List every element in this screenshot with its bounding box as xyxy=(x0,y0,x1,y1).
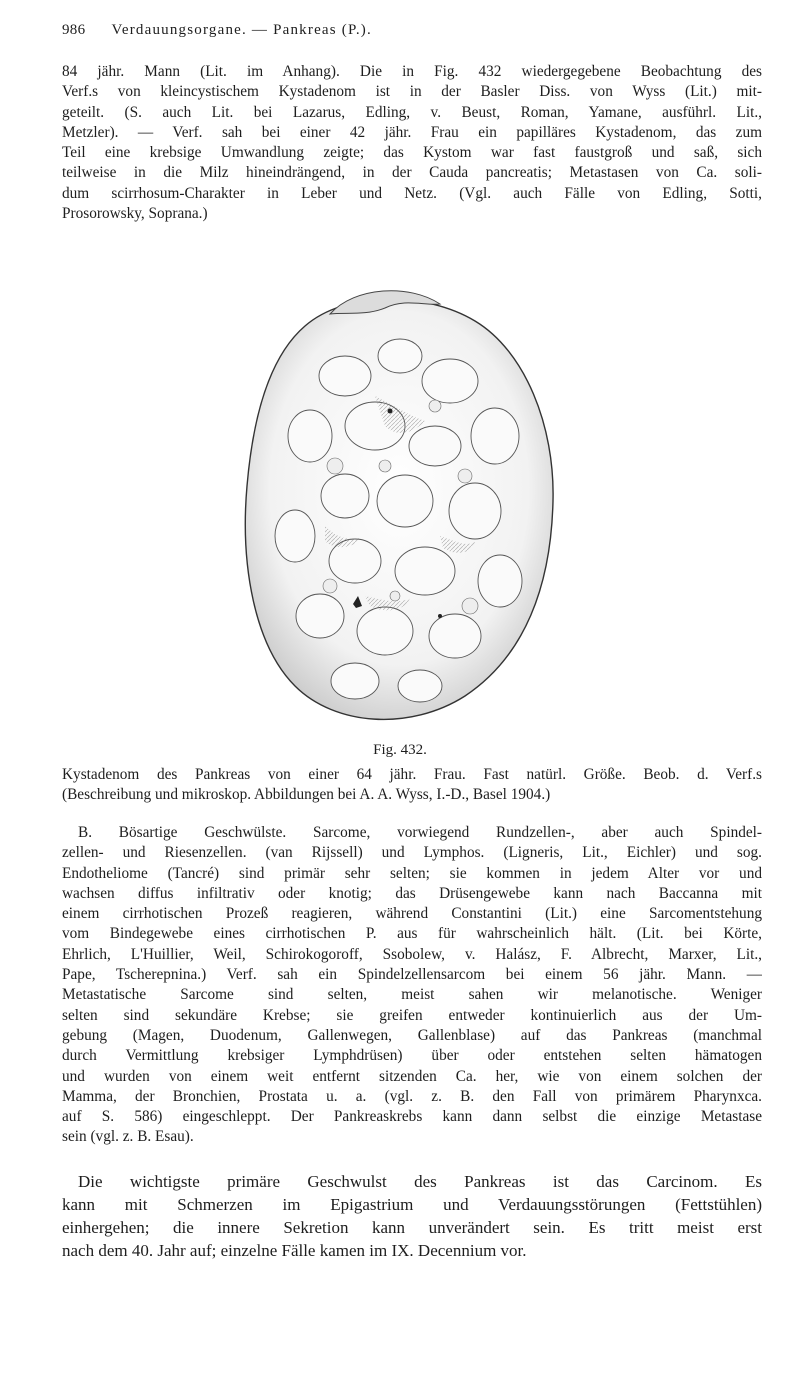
section-c-paragraph xyxy=(62,1170,762,1262)
text-line: Die wichtigste primäre Geschwulst des Pankreas ist das Carcinom. Es xyxy=(78,1172,762,1191)
figure-label: Fig. 432. xyxy=(373,742,427,758)
text-line: dum scirrhosum-Charakter in Leber und Netz. (Vgl. auch Fälle von Edling, Sotti, xyxy=(62,184,762,202)
text-line: gebung (Magen, Duodenum, Gallenwegen, Gallenblase) auf das Pankreas (manchmal xyxy=(62,1026,762,1044)
text-line: nach dem 40. Jahr auf; einzelne Fälle kamen im IX. Decennium vor. xyxy=(62,1241,527,1260)
page-number: 986 xyxy=(62,22,86,38)
figure-illustration xyxy=(235,286,565,736)
figure-caption xyxy=(62,765,762,806)
text-line: vom Bindegewebe eines cirrhotischen P. aus für wahrscheinlich hält. (Lit. bei Körte, xyxy=(62,925,762,943)
text-line: auf S. 586) eingeschleppt. Der Pankreaskrebs kann dann selbst die einzige Metastase xyxy=(62,1108,762,1126)
caption-line: (Beschreibung und mikroskop. Abbildungen bei A. A. Wyss, I.-D., Basel 1904.) xyxy=(62,786,551,804)
text-line: selten sind sekundäre Krebse; sie greifen entweder kontinuierlich aus der Um- xyxy=(62,1006,762,1024)
text-line: Metastatische Sarcome sind selten, meist sahen wir melanotische. Weniger xyxy=(62,986,762,1004)
text-line: Prosorowsky, Soprana.) xyxy=(62,205,208,223)
text-line: 84 jähr. Mann (Lit. im Anhang). Die in Fig. 432 wiedergegebene Beobachtung des xyxy=(62,63,762,80)
text-line: Endotheliome (Tancré) sind primär sehr selten; sie kommen in jedem Alter vor und xyxy=(62,864,762,882)
section-title: Verdauungsorgane. — Pankreas (P.). xyxy=(111,22,372,38)
text-line: Mamma, der Bronchien, Prostata u. a. (vgl. z. B. den Fall von primärem Pharynxca. xyxy=(62,1087,762,1105)
text-line: Ehrlich, L'Huillier, Weil, Schirokogoroff, Ssobolew, v. Halász, F. Albrecht, Marxer, Lit., xyxy=(62,945,762,963)
text-line: teilweise in die Milz hineindrängend, in der Cauda pancreatis; Metastasen von Ca. soli- xyxy=(62,164,762,182)
text-line: zellen- und Riesenzellen. (van Rijssell) und Lymphos. (Ligneris, Lit., Eichler) und sog. xyxy=(62,844,762,862)
text-line: Pape, Tscherepnina.) Verf. sah ein Spindelzellensarcom bei einem 56 jähr. Mann. — xyxy=(62,966,762,984)
text-line: B. Bösartige Geschwülste. Sarcome, vorwiegend Rundzellen-, aber auch Spindel- xyxy=(78,824,762,841)
section-b-paragraph xyxy=(62,823,762,1148)
text-line: geteilt. (S. auch Lit. bei Lazarus, Edling, v. Beust, Roman, Yamane, ausführl. Lit., xyxy=(62,103,762,121)
text-line: einhergehen; die innere Sekretion kann unverändert sein. Es tritt meist erst xyxy=(62,1218,762,1237)
text-line: wachsen diffus infiltrativ oder knotig; das Drüsengewebe kann nach Baccanna mit xyxy=(62,884,762,902)
top-paragraph xyxy=(62,62,762,224)
text-line: kann mit Schmerzen im Epigastrium und Verdauungsstörungen (Fettstühlen) xyxy=(62,1195,762,1214)
running-head xyxy=(62,22,762,39)
text-line: einem cirrhotischen Prozeß reagieren, während Constantini (Lit.) eine Sarcomentstehung xyxy=(62,905,762,923)
text-line: Teil eine krebsige Umwandlung zeigte; das Kystom war fast faustgroß und saß, sich xyxy=(62,144,762,162)
text-line: Verf.s von kleincystischem Kystadenom ist in der Basler Diss. von Wyss (Lit.) mit- xyxy=(62,83,762,101)
text-line: durch Vermittlung krebsiger Lymphdrüsen) über oder entstehen selten hämatogen xyxy=(62,1047,762,1065)
text-line: sein (vgl. z. B. Esau). xyxy=(62,1128,194,1146)
kystadenom-drawing xyxy=(235,286,565,736)
text-line: Metzler). — Verf. sah bei einer 42 jähr. Frau ein papilläres Kystadenom, das zum xyxy=(62,123,762,141)
caption-line: Kystadenom des Pankreas von einer 64 jähr. Frau. Fast natürl. Größe. Beob. d. Verf.s xyxy=(62,766,762,783)
text-line: und wurden von einem weit entfernt sitzenden Ca. her, wie von einem solchen der xyxy=(62,1067,762,1085)
